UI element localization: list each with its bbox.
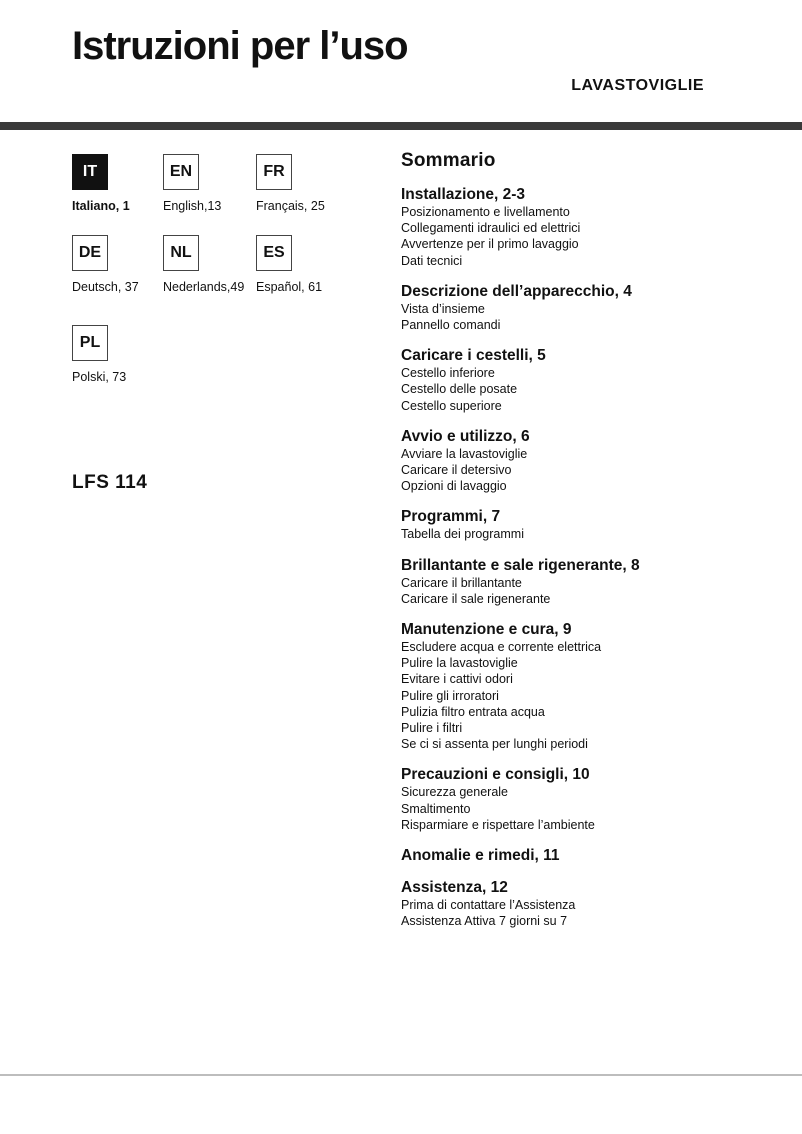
toc-item[interactable]: Avviare la lavastoviglie [401, 446, 528, 461]
language-de[interactable] [72, 235, 162, 294]
toc-heading[interactable]: Anomalie e rimedi, 11 [401, 847, 560, 865]
toc-item[interactable]: Risparmiare e rispettare l’ambiente [401, 817, 595, 832]
toc-item[interactable]: Pulire la lavastoviglie [401, 656, 518, 671]
toc-item[interactable]: Opzioni di lavaggio [401, 479, 507, 494]
toc-heading[interactable]: Assistenza, 12 [401, 879, 508, 897]
toc-section-precauzioni [401, 766, 781, 833]
toc-heading[interactable]: Brillantante e sale rigenerante, 8 [401, 556, 640, 574]
toc-heading[interactable]: Precauzioni e consigli, 10 [401, 766, 590, 784]
toc-item[interactable]: Caricare il brillantante [401, 575, 522, 590]
language-code-box: FR [256, 154, 292, 190]
toc-heading[interactable]: Programmi, 7 [401, 508, 501, 526]
page-title: Istruzioni per l’uso [72, 24, 408, 68]
toc-item[interactable]: Caricare il sale rigenerante [401, 591, 551, 606]
toc-item[interactable]: Assistenza Attiva 7 giorni su 7 [401, 914, 568, 929]
toc-section-avvio [401, 428, 781, 495]
toc-item[interactable]: Smaltimento [401, 801, 471, 816]
toc-section-manutenzione [401, 621, 781, 752]
language-label: Polski, 73 [72, 370, 127, 384]
language-code-box: IT [72, 154, 108, 190]
toc-item[interactable]: Pulire gli irroratori [401, 688, 499, 703]
toc-section-caricare-cestelli [401, 347, 781, 414]
toc-section-brillantante [401, 557, 781, 607]
toc-item[interactable]: Pulizia filtro entrata acqua [401, 704, 545, 719]
language-label: Français, 25 [256, 199, 325, 213]
language-es[interactable] [256, 235, 346, 294]
toc-item[interactable]: Evitare i cattivi odori [401, 672, 513, 687]
language-nl[interactable] [163, 235, 253, 294]
language-fr[interactable] [256, 154, 346, 213]
toc-heading[interactable]: Caricare i cestelli, 5 [401, 347, 546, 365]
footer-divider [0, 1074, 802, 1076]
toc-item[interactable]: Vista d’insieme [401, 301, 485, 316]
toc-item[interactable]: Dati tecnici [401, 253, 463, 268]
language-code-box: NL [163, 235, 199, 271]
toc-section-installazione [401, 186, 781, 269]
model-number: LFS 114 [72, 472, 148, 493]
language-label: Español, 61 [256, 280, 323, 294]
toc-heading[interactable]: Descrizione dell’apparecchio, 4 [401, 282, 632, 300]
toc-item[interactable]: Cestello delle posate [401, 382, 518, 397]
toc-item[interactable]: Cestello inferiore [401, 366, 495, 381]
language-code-box: EN [163, 154, 199, 190]
toc-item[interactable]: Cestello superiore [401, 398, 502, 413]
language-it[interactable] [72, 154, 162, 213]
language-code-box: ES [256, 235, 292, 271]
toc-heading[interactable]: Avvio e utilizzo, 6 [401, 427, 530, 445]
toc-item[interactable]: Se ci si assenta per lunghi periodi [401, 737, 588, 752]
toc-item[interactable]: Prima di contattare l’Assistenza [401, 898, 576, 913]
toc-item[interactable]: Sicurezza generale [401, 785, 509, 800]
language-code-box: DE [72, 235, 108, 271]
product-category: LAVASTOVIGLIE [571, 77, 704, 94]
language-pl[interactable] [72, 325, 162, 384]
toc-title: Sommario [401, 150, 496, 171]
toc-item[interactable]: Collegamenti idraulici ed elettrici [401, 221, 581, 236]
language-label: Italiano, 1 [72, 199, 130, 213]
toc-item[interactable]: Pulire i filtri [401, 721, 463, 736]
language-label: Nederlands,49 [163, 280, 245, 294]
toc-item[interactable]: Posizionamento e livellamento [401, 205, 570, 219]
toc-section-assistenza [401, 879, 781, 929]
toc-heading[interactable]: Manutenzione e cura, 9 [401, 621, 572, 639]
toc-heading[interactable]: Installazione, 2-3 [401, 186, 526, 203]
toc-item[interactable]: Pannello comandi [401, 318, 501, 333]
language-label: Deutsch, 37 [72, 280, 139, 294]
language-en[interactable] [163, 154, 253, 213]
toc-item[interactable]: Escludere acqua e corrente elettrica [401, 640, 602, 655]
toc-item[interactable]: Tabella dei programmi [401, 527, 524, 542]
header-divider [0, 122, 802, 130]
toc-section-programmi [401, 508, 781, 542]
toc-section-descrizione [401, 283, 781, 333]
toc-section-anomalie [401, 847, 781, 865]
language-code-box: PL [72, 325, 108, 361]
toc-item[interactable]: Avvertenze per il primo lavaggio [401, 237, 579, 252]
toc-item[interactable]: Caricare il detersivo [401, 463, 512, 478]
language-label: English,13 [163, 199, 222, 213]
table-of-contents [401, 150, 781, 943]
